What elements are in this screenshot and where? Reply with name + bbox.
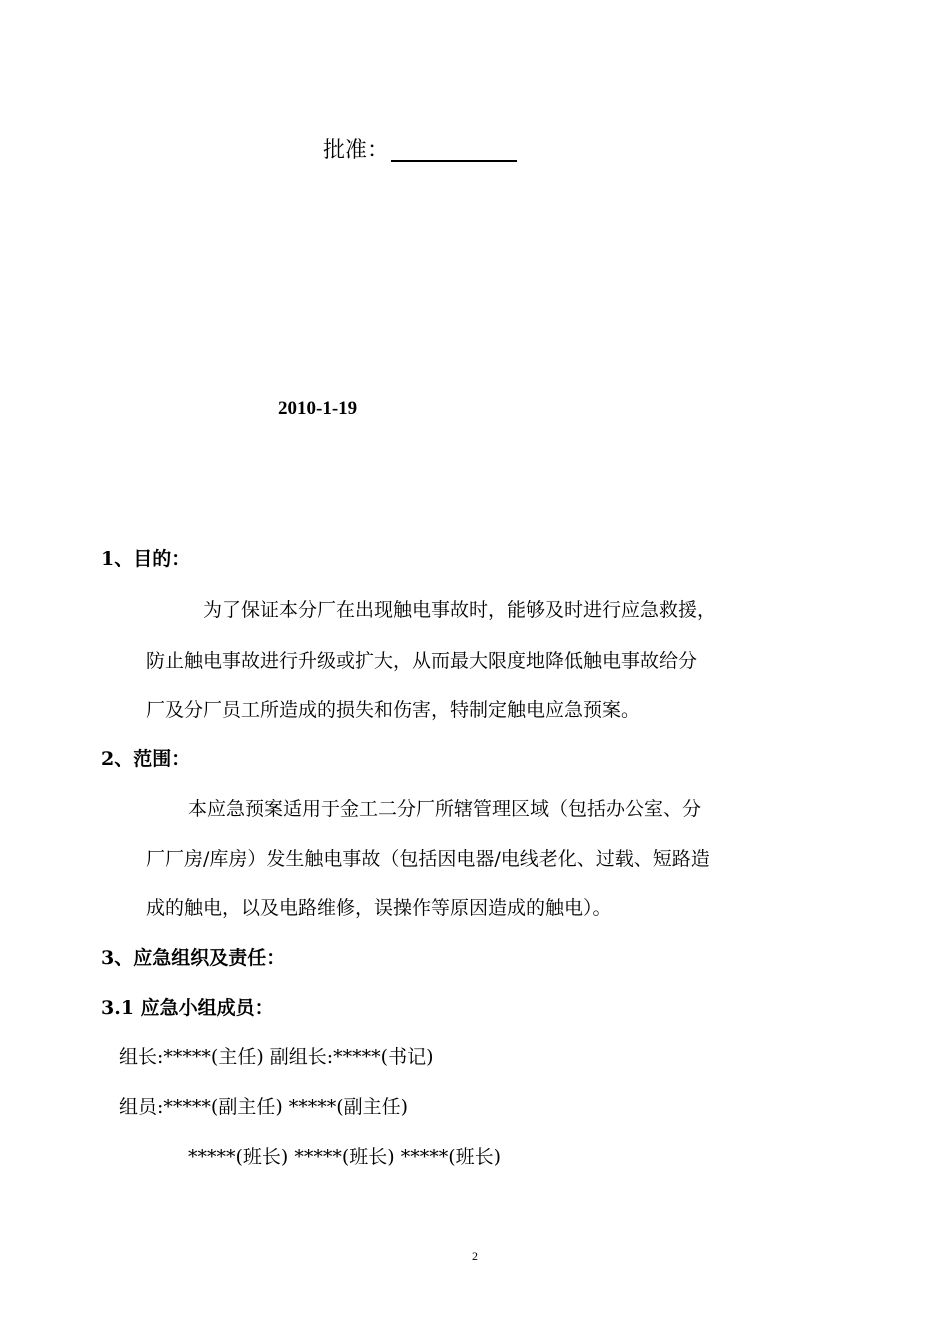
section-2-body-line: 成的触电，以及电路维修，误操作等原因造成的触电）。 — [146, 897, 612, 919]
approval-line — [323, 136, 517, 166]
section-1-body-line: 防止触电事故进行升级或扩大，从而最大限度地降低触电事故给分 — [146, 650, 698, 672]
member-line-leaders: 组长:*****(主任) 副组长:*****(书记) — [119, 1046, 434, 1068]
section-2-heading: 2、范围： — [101, 748, 191, 770]
section-1-heading: 1、目的： — [101, 548, 191, 570]
document-date: 2010-1-19 — [278, 398, 358, 419]
approval-label: 批准： — [323, 138, 390, 163]
section-3-1-heading: 3.1 应急小组成员： — [101, 997, 274, 1019]
page-number: 2 — [472, 1249, 478, 1263]
section-1-body-line: 为了保证本分厂在出现触电事故时，能够及时进行应急救援， — [203, 599, 717, 621]
signature-blank — [391, 160, 517, 162]
section-1-body-line: 厂及分厂员工所造成的损失和伤害，特制定触电应急预案。 — [146, 699, 641, 721]
section-2-body-line: 本应急预案适用于金工二分厂所辖管理区域（包括办公室、分 — [188, 798, 702, 820]
section-3-heading: 3、应急组织及责任： — [101, 947, 286, 969]
member-line-deputies: 组员:*****(副主任) *****(副主任) — [119, 1096, 409, 1118]
section-2-body-line: 厂厂房/库房）发生触电事故（包括因电器/电线老化、过载、短路造 — [146, 848, 710, 870]
member-line-team-leaders: *****(班长) *****(班长) *****(班长) — [188, 1146, 502, 1168]
